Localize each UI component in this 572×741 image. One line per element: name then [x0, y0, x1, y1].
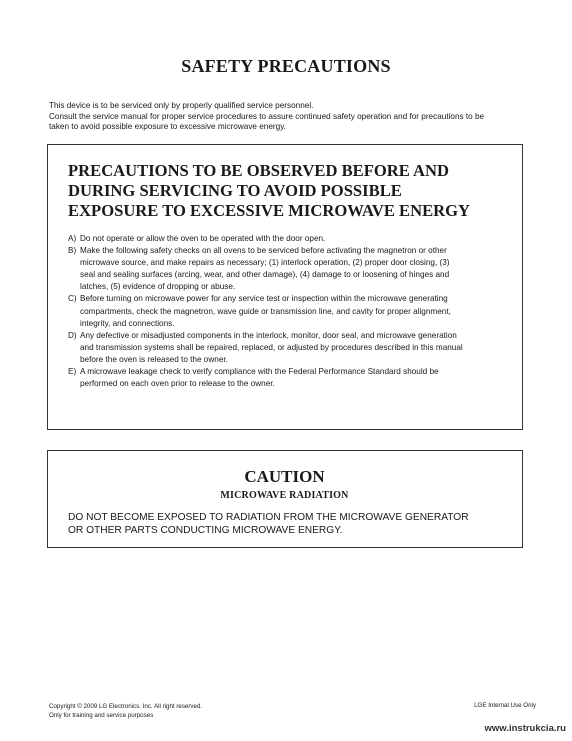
list-item: [68, 293, 508, 329]
footer-copyright: [49, 702, 202, 720]
caution-text: [68, 511, 469, 537]
list-item: [68, 233, 508, 245]
intro-line: taken to avoid possible exposure to excessive microwave energy.: [49, 122, 286, 131]
intro-line: Consult the service manual for proper service procedures to assure continued safety operation and for precautions to be: [49, 111, 485, 121]
copyright-text: Copyright © 2009 LG Electronics. Inc. All right reserved.: [49, 703, 203, 710]
item-line: Do not operate or allow the oven to be operated with the door open.: [80, 234, 326, 243]
caution-line: DO NOT BECOME EXPOSED TO RADIATION FROM THE MICROWAVE GENERATOR: [68, 512, 469, 523]
heading-line: EXPOSURE TO EXCESSIVE MICROWAVE ENERGY: [68, 201, 471, 220]
intro-line: This device is to be serviced only by properly qualified service personnel.: [49, 101, 314, 110]
item-line: Make the following safety checks on all ovens to be serviced before activating the magnetron or other: [80, 246, 447, 256]
watermark-text: www.instrukcia.ru: [484, 723, 566, 734]
heading-line: PRECAUTIONS TO BE OBSERVED BEFORE AND: [68, 161, 450, 180]
caution-box: [47, 450, 523, 548]
precautions-box: [47, 144, 523, 430]
caution-title: CAUTION: [244, 467, 325, 486]
precautions-list: [68, 233, 508, 390]
heading-line: DURING SERVICING TO AVOID POSSIBLE: [68, 181, 402, 200]
page-title: SAFETY PRECAUTIONS: [181, 56, 391, 76]
item-line: latches, (5) evidence of dropping or abuse.: [80, 282, 236, 292]
item-line: seal and sealing surfaces (arcing, wear, and other damage), (4) damage to or loosening of hinges and: [80, 270, 450, 280]
item-line: integrity, and connections.: [80, 318, 175, 328]
item-tag: B): [68, 246, 77, 256]
item-line: compartments, check the magnetron, wave guide or transmission line, and cavity for proper alignment,: [80, 306, 451, 316]
item-line: and transmission systems shall be repaired, replaced, or adjusted by procedures described in this manual: [80, 342, 463, 352]
item-tag: C): [68, 294, 77, 304]
footer-internal: LGE Internal Use Only: [474, 702, 536, 709]
training-text: Only for training and service purposes: [49, 712, 154, 719]
item-line: A microwave leakage check to verify compliance with the Federal Performance Standard should be: [80, 367, 439, 377]
item-line: performed on each oven prior to release to the owner.: [80, 379, 275, 389]
item-line: Before turning on microwave power for any service test or inspection within the microwave generating: [80, 294, 448, 304]
list-item: [68, 245, 508, 293]
caution-subtitle: MICROWAVE RADIATION: [220, 490, 349, 501]
item-tag: D): [68, 330, 77, 340]
item-tag: E): [68, 367, 77, 377]
precautions-heading: [68, 161, 470, 221]
item-tag: A): [68, 234, 77, 243]
caution-line: OR OTHER PARTS CONDUCTING MICROWAVE ENERGY.: [68, 525, 343, 536]
item-line: microwave source, and make repairs as necessary; (1) interlock operation, (2) proper door closing, (3): [80, 258, 450, 268]
list-item: [68, 366, 508, 390]
item-line: Any defective or misadjusted components in the interlock, monitor, door seal, and microwave generation: [80, 330, 457, 340]
list-item: [68, 330, 508, 366]
item-line: before the oven is released to the owner.: [80, 354, 228, 364]
intro-paragraph: [49, 101, 529, 133]
